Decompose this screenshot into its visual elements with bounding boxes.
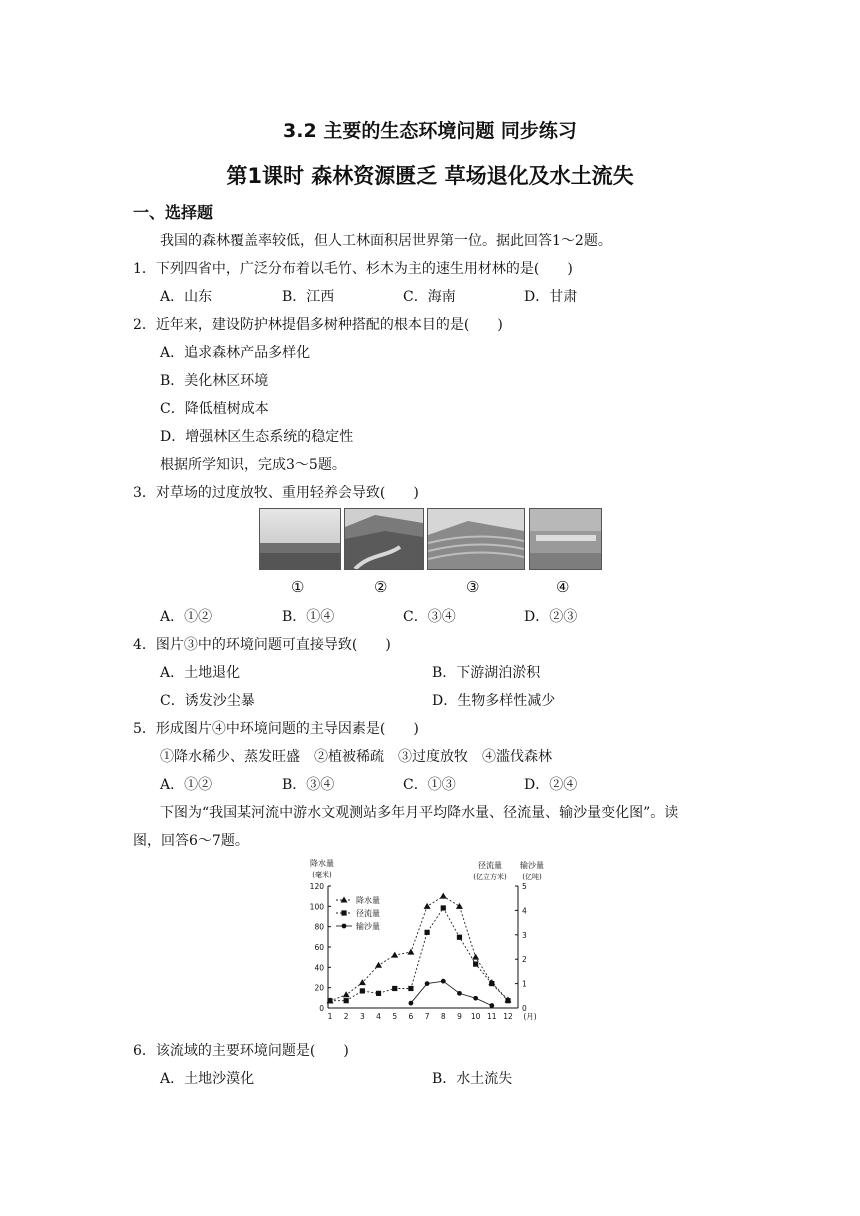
x-tick-label: 8: [440, 1012, 446, 1021]
q4-option-c: C．诱发沙尘暴: [160, 693, 255, 709]
data-point-series-3: [473, 996, 478, 1001]
q2-option-b: B．美化林区环境: [160, 373, 269, 389]
page-title: 3.2 主要的生态环境问题 同步练习: [283, 120, 577, 142]
data-point-series-2: [360, 988, 365, 993]
right-axis-unit-sediment: (亿吨): [522, 873, 542, 881]
legend-label-1: 降水量: [356, 896, 380, 905]
intro-paragraph-2: 根据所学知识，完成3～5题。: [160, 457, 346, 473]
x-tick-label: 11: [487, 1012, 497, 1021]
question-5-stem: 5．形成图片④中环境问题的主导因素是( ): [133, 721, 419, 737]
left-tick-label: 120: [309, 882, 324, 891]
data-point-series-2: [376, 991, 381, 996]
x-tick-label: 5: [392, 1012, 398, 1021]
right-tick-label: 5: [522, 882, 527, 891]
q1-option-c: C．海南: [403, 289, 456, 305]
x-tick-label: 10: [470, 1012, 481, 1021]
q3-option-d: D．②③: [524, 609, 578, 625]
right-axis-label-sediment: 输沙量: [520, 861, 544, 870]
q6-option-b: B．水土流失: [432, 1071, 513, 1087]
q4-option-a: A．土地退化: [160, 665, 241, 681]
right-tick-label: 1: [522, 979, 527, 989]
data-point-series-2: [441, 905, 446, 910]
data-point-series-3: [409, 1001, 414, 1006]
data-point-series-3: [441, 979, 446, 984]
x-tick-label: 12: [503, 1012, 513, 1021]
question-2-stem: 2．近年来，建设防护林提倡多树种搭配的根本目的是( ): [133, 317, 503, 333]
legend-label-2: 径流量: [356, 909, 380, 918]
x-tick-label: 1: [327, 1012, 333, 1021]
left-tick-label: 0: [319, 1004, 324, 1013]
q5-factors: ①降水稀少、蒸发旺盛 ②植被稀疏 ③过度放牧 ④滥伐森林: [160, 749, 552, 765]
x-tick-label: 6: [408, 1012, 414, 1021]
intro-paragraph-3-line-2: 图，回答6～7题。: [133, 833, 249, 849]
q5-option-a: A．①②: [160, 777, 213, 793]
data-point-series-2: [457, 935, 462, 940]
left-axis-unit: (毫米): [312, 871, 332, 879]
x-tick-label: 4: [376, 1012, 381, 1021]
right-axis-unit-runoff: (亿立方米): [473, 873, 507, 881]
right-tick-label: 3: [522, 930, 527, 940]
q1-option-d: D．甘肃: [524, 289, 578, 305]
photo-1-grassland: [259, 508, 341, 570]
question-1-stem: 1．下列四省中，广泛分布着以毛竹、杉木为主的速生用材林的是( ): [133, 261, 573, 277]
data-point-series-2: [424, 930, 429, 935]
photo-label-1: ①: [291, 578, 305, 596]
photo-label-4: ④: [556, 578, 570, 596]
left-tick-label: 60: [314, 943, 324, 952]
question-6-stem: 6．该流域的主要环境问题是( ): [133, 1043, 349, 1059]
x-tick-label: 3: [359, 1012, 365, 1021]
x-tick-label: 7: [424, 1012, 430, 1021]
data-point-series-2: [408, 986, 413, 991]
right-axis-label-runoff: 径流量: [478, 861, 502, 870]
intro-paragraph-1: 我国的森林覆盖率较低，但人工林面积居世界第一位。据此回答1～2题。: [160, 233, 612, 249]
question-4-stem: 4．图片③中的环境问题可直接导致( ): [133, 637, 391, 653]
q1-option-a: A．山东: [160, 289, 213, 305]
q3-option-c: C．③④: [403, 609, 456, 625]
right-tick-label: 0: [522, 1004, 527, 1013]
q2-option-d: D．增强林区生态系统的稳定性: [160, 429, 354, 445]
q5-option-b: B．③④: [282, 777, 335, 793]
x-unit-label: (月): [523, 1012, 537, 1021]
q2-option-c: C．降低植树成本: [160, 401, 269, 417]
data-point-series-1: [375, 962, 382, 968]
photo-label-2: ②: [374, 578, 388, 596]
data-point-series-2: [489, 981, 494, 986]
data-point-series-2: [392, 986, 397, 991]
x-tick-label: 2: [343, 1012, 349, 1021]
left-tick-label: 40: [314, 963, 324, 973]
photo-2-valley: [344, 508, 424, 570]
data-point-series-1: [343, 991, 350, 997]
data-point-series-3: [489, 1003, 494, 1008]
q4-option-d: D．生物多样性减少: [432, 693, 556, 709]
q3-option-b: B．①④: [282, 609, 335, 625]
data-point-series-2: [327, 998, 332, 1003]
data-point-series-2: [344, 998, 349, 1003]
photo-3-terraces: [427, 508, 525, 570]
data-point-series-1: [424, 903, 431, 909]
q1-option-b: B．江西: [282, 289, 335, 305]
hydrology-chart: [300, 856, 570, 1028]
legend-marker-3: [342, 924, 347, 929]
data-point-series-1: [456, 903, 463, 909]
left-tick-label: 100: [309, 902, 324, 912]
intro-paragraph-3-line-1: 下图为“我国某河流中游水文观测站多年月平均降水量、径流量、输沙量变化图”。读: [160, 805, 679, 821]
left-tick-label: 20: [314, 983, 324, 993]
q3-option-a: A．①②: [160, 609, 213, 625]
left-tick-label: 80: [314, 922, 324, 932]
q4-option-b: B．下游湖泊淤积: [432, 665, 541, 681]
left-axis-label: 降水量: [310, 859, 334, 868]
x-tick-label: 9: [457, 1012, 462, 1021]
question-3-stem: 3．对草场的过度放牧、重用轻养会导致( ): [133, 485, 419, 501]
data-point-series-3: [425, 981, 430, 986]
right-tick-label: 2: [522, 955, 527, 965]
q2-option-a: A．追求森林产品多样化: [160, 345, 311, 361]
data-point-series-2: [473, 961, 478, 966]
legend-marker-2: [341, 910, 346, 915]
data-point-series-1: [391, 952, 398, 958]
section-heading: 一、选择题: [133, 203, 214, 222]
q5-option-d: D．②④: [524, 777, 578, 793]
series-line-3: [411, 981, 492, 1005]
page-subtitle: 第1课时 森林资源匮乏 草场退化及水土流失: [226, 164, 634, 188]
data-point-series-1: [440, 893, 447, 899]
legend-label-3: 输沙量: [356, 922, 380, 931]
right-tick-label: 4: [522, 906, 527, 916]
photo-label-3: ③: [466, 578, 480, 596]
data-point-series-2: [505, 998, 510, 1003]
legend-marker-1: [341, 897, 348, 903]
data-point-series-1: [472, 954, 479, 960]
q5-option-c: C．①③: [403, 777, 456, 793]
photo-4-desertified-land: [529, 508, 602, 570]
data-point-series-1: [407, 949, 414, 955]
data-point-series-3: [457, 991, 462, 996]
q6-option-a: A．土地沙漠化: [160, 1071, 255, 1087]
